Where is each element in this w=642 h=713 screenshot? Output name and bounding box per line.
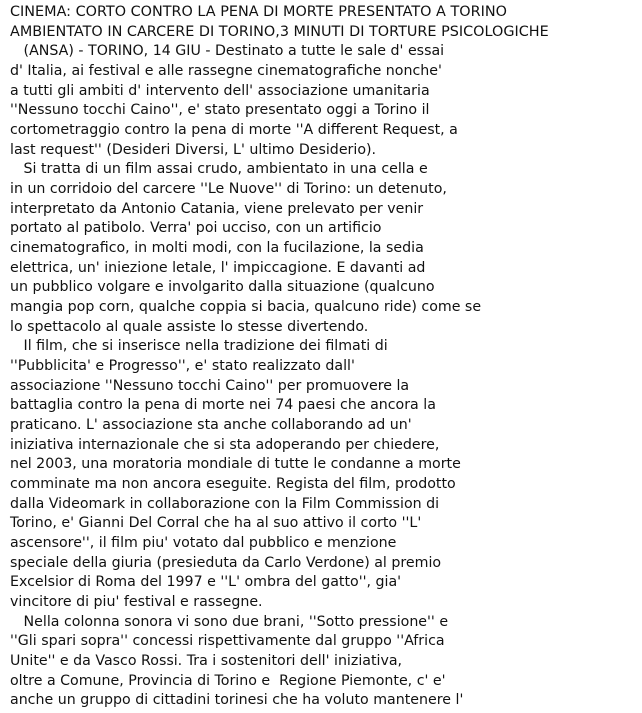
body-line: last request'' (Desideri Diversi, L' ultimo Desiderio). bbox=[10, 142, 377, 158]
body-line: a tutti gli ambiti d' intervento dell' associazione umanitaria bbox=[10, 83, 430, 99]
body-line: un pubblico volgare e involgarito dalla situazione (qualcuno bbox=[10, 279, 435, 295]
body-line: ''Nessuno tocchi Caino'', e' stato presentato oggi a Torino il bbox=[10, 102, 430, 118]
body-line: mangia pop corn, qualche coppia si bacia, qualcuno ride) come se bbox=[10, 299, 482, 315]
body-line: dalla Videomark in collaborazione con la Film Commission di bbox=[10, 496, 440, 512]
body-line: battaglia contro la pena di morte nei 74 paesi che ancora la bbox=[10, 397, 436, 413]
body-line: d' Italia, ai festival e alle rassegne cinematografiche nonche' bbox=[10, 63, 442, 79]
headline-line-1: CINEMA: CORTO CONTRO LA PENA DI MORTE PRESENTATO A TORINO bbox=[10, 4, 507, 20]
body-line: nel 2003, una moratoria mondiale di tutte le condanne a morte bbox=[10, 456, 461, 472]
headline-line-2: AMBIENTATO IN CARCERE DI TORINO,3 MINUTI DI TORTURE PSICOLOGICHE bbox=[10, 24, 549, 40]
body-line: cinematografico, in molti modi, con la fucilazione, la sedia bbox=[10, 240, 424, 256]
body-line: Torino, e' Gianni Del Corral che ha al suo attivo il corto ''L' bbox=[10, 515, 422, 531]
body-line: vincitore di piu' festival e rassegne. bbox=[10, 594, 263, 610]
body-line: Si tratta di un film assai crudo, ambientato in una cella e bbox=[10, 161, 428, 177]
body-line: lo spettacolo al quale assiste lo stesse divertendo. bbox=[10, 319, 369, 335]
body-line: speciale della giuria (presieduta da Carlo Verdone) al premio bbox=[10, 555, 442, 571]
body-line: Unite'' e da Vasco Rossi. Tra i sostenitori dell' iniziativa, bbox=[10, 653, 403, 669]
body-line: associazione ''Nessuno tocchi Caino'' per promuovere la bbox=[10, 378, 410, 394]
body-line: elettrica, un' iniezione letale, l' impiccagione. E davanti ad bbox=[10, 260, 426, 276]
body-line: interpretato da Antonio Catania, viene prelevato per venir bbox=[10, 201, 424, 217]
body-line: ''Gli spari sopra'' concessi rispettivamente dal gruppo ''Africa bbox=[10, 633, 445, 649]
body-line: Nella colonna sonora vi sono due brani, ''Sotto pressione'' e bbox=[10, 614, 449, 630]
body-line: Il film, che si inserisce nella tradizione dei filmati di bbox=[10, 338, 388, 354]
body-line: in un corridoio del carcere ''Le Nuove'' di Torino: un detenuto, bbox=[10, 181, 447, 197]
body-line: ascensore'', il film piu' votato dal pubblico e menzione bbox=[10, 535, 397, 551]
body-line: cortometraggio contro la pena di morte ''A different Request, a bbox=[10, 122, 458, 138]
body-line: ''Pubblicita' e Progresso'', e' stato realizzato dall' bbox=[10, 358, 355, 374]
body-line: oltre a Comune, Provincia di Torino e Regione Piemonte, c' e' bbox=[10, 673, 446, 689]
body-line: portato al patibolo. Verra' poi ucciso, con un artificio bbox=[10, 220, 382, 236]
body-line: Excelsior di Roma del 1997 e ''L' ombra del gatto'', gia' bbox=[10, 574, 402, 590]
body-line: praticano. L' associazione sta anche collaborando ad un' bbox=[10, 417, 412, 433]
body-line: anche un gruppo di cittadini torinesi che ha voluto mantenere l' bbox=[10, 692, 464, 708]
body-line: (ANSA) - TORINO, 14 GIU - Destinato a tutte le sale d' essai bbox=[10, 43, 445, 59]
body-line: comminate ma non ancora eseguite. Regista del film, prodotto bbox=[10, 476, 456, 492]
body-line: iniziativa internazionale che si sta adoperando per chiedere, bbox=[10, 437, 440, 453]
